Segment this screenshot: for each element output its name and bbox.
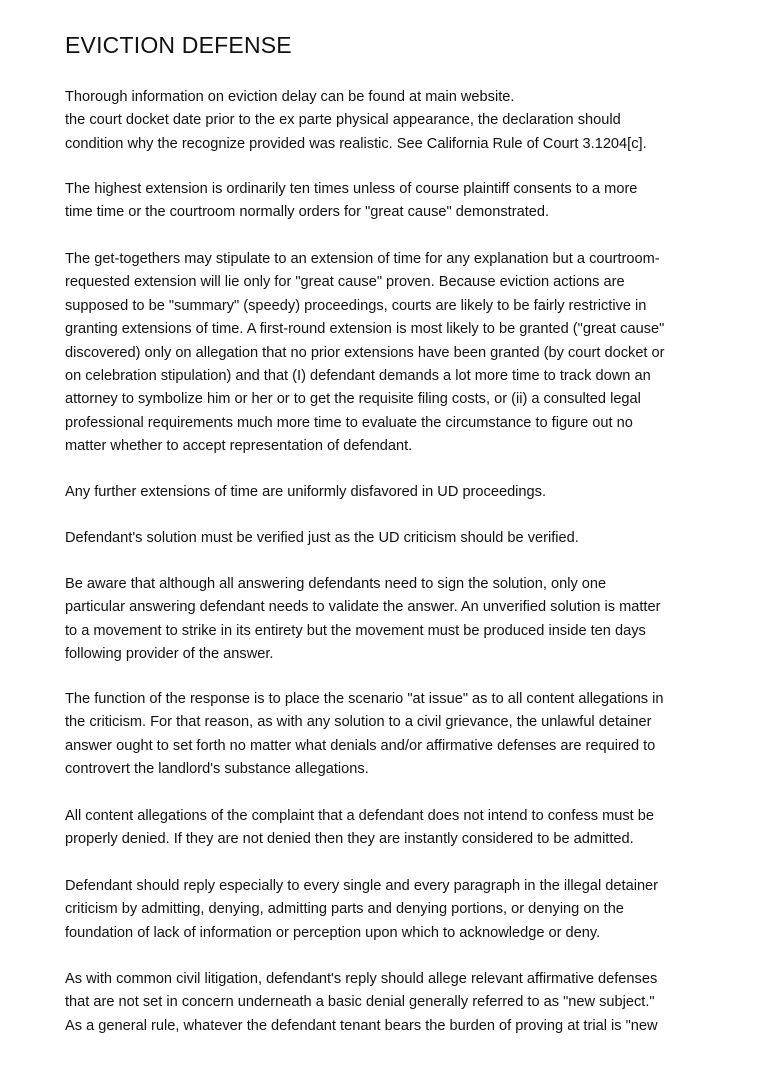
- paragraph-7: [65, 688, 705, 782]
- paragraph-line: The function of the response is to place the scenario "at issue" as to all content allegations in: [65, 691, 664, 707]
- paragraph-line: that are not set in concern underneath a basic denial generally referred to as "new subject.": [65, 994, 655, 1011]
- document-title: EVICTION DEFENSE: [65, 32, 292, 58]
- paragraph-line: The highest extension is ordinarily ten times unless of course plaintiff consents to a more: [65, 181, 638, 197]
- paragraph-line: granting extensions of time. A first-round extension is most likely to be granted ("great cause": [65, 321, 665, 338]
- paragraph-line: Defendant's solution must be verified just as the UD criticism should be verified.: [65, 530, 579, 546]
- paragraph-line: As with common civil litigation, defendant's reply should allege relevant affirmative defenses: [65, 971, 658, 987]
- paragraph-line: Be aware that although all answering defendants need to sign the solution, only one: [65, 576, 607, 592]
- paragraph-1: [65, 86, 705, 156]
- paragraph-line: matter whether to accept representation of defendant.: [65, 438, 413, 455]
- paragraph-10: [65, 968, 705, 1038]
- paragraph-line: supposed to be "summary" (speedy) proceedings, courts are likely to be fairly restrictive in: [65, 297, 647, 314]
- paragraph-line: properly denied. If they are not denied then they are instantly considered to be admitted.: [65, 831, 634, 848]
- paragraph-2: [65, 178, 705, 225]
- paragraph-6: [65, 573, 705, 667]
- paragraph-line: As a general rule, whatever the defendant tenant bears the burden of proving at trial is "new: [65, 1017, 658, 1034]
- paragraph-line: controvert the landlord's substance allegations.: [65, 761, 369, 778]
- paragraph-line: attorney to symbolize him or her or to get the requisite filing costs, or (ii) a consulted legal: [65, 391, 641, 408]
- paragraph-line: particular answering defendant needs to validate the answer. An unverified solution is matter: [65, 599, 661, 616]
- paragraph-line: the criticism. For that reason, as with any solution to a civil grievance, the unlawful detainer: [65, 714, 652, 731]
- paragraph-line: time time or the courtroom normally orders for "great cause" demonstrated.: [65, 204, 550, 221]
- paragraph-9: [65, 875, 705, 945]
- paragraph-4: [65, 481, 705, 504]
- paragraph-line: requested extension will lie only for "great cause" proven. Because eviction actions are: [65, 274, 625, 291]
- paragraph-line: discovered) only on allegation that no prior extensions have been granted (by court docket or: [65, 344, 665, 361]
- paragraph-line: on celebration stipulation) and that (I) defendant demands a lot more time to track down an: [65, 368, 651, 385]
- paragraph-line: professional requirements much more time to evaluate the circumstance to figure out no: [65, 414, 633, 431]
- paragraph-line: condition why the recognize provided was realistic. See California Rule of Court 3.1204[c].: [65, 135, 647, 152]
- paragraph-line: All content allegations of the complaint that a defendant does not intend to confess must be: [65, 808, 655, 824]
- paragraph-8: [65, 805, 705, 852]
- paragraph-line: the court docket date prior to the ex parte physical appearance, the declaration should: [65, 112, 621, 129]
- paragraph-line: foundation of lack of information or perception upon which to acknowledge or deny.: [65, 924, 601, 941]
- paragraph-line: following provider of the answer.: [65, 646, 274, 663]
- paragraph-5: [65, 527, 705, 550]
- paragraph-line: Any further extensions of time are uniformly disfavored in UD proceedings.: [65, 484, 547, 500]
- paragraph-line: Thorough information on eviction delay can be found at main website.: [65, 89, 515, 105]
- paragraph-line: The get-togethers may stipulate to an extension of time for any explanation but a courtroom-: [65, 251, 660, 267]
- paragraph-line: criticism by admitting, denying, admitting parts and denying portions, or denying on the: [65, 901, 624, 918]
- paragraph-line: Defendant should reply especially to every single and every paragraph in the illegal detainer: [65, 878, 659, 894]
- paragraph-line: answer ought to set forth no matter what denials and/or affirmative defenses are required to: [65, 737, 656, 754]
- paragraph-line: to a movement to strike in its entirety but the movement must be produced inside ten days: [65, 622, 646, 639]
- paragraph-3: [65, 248, 705, 459]
